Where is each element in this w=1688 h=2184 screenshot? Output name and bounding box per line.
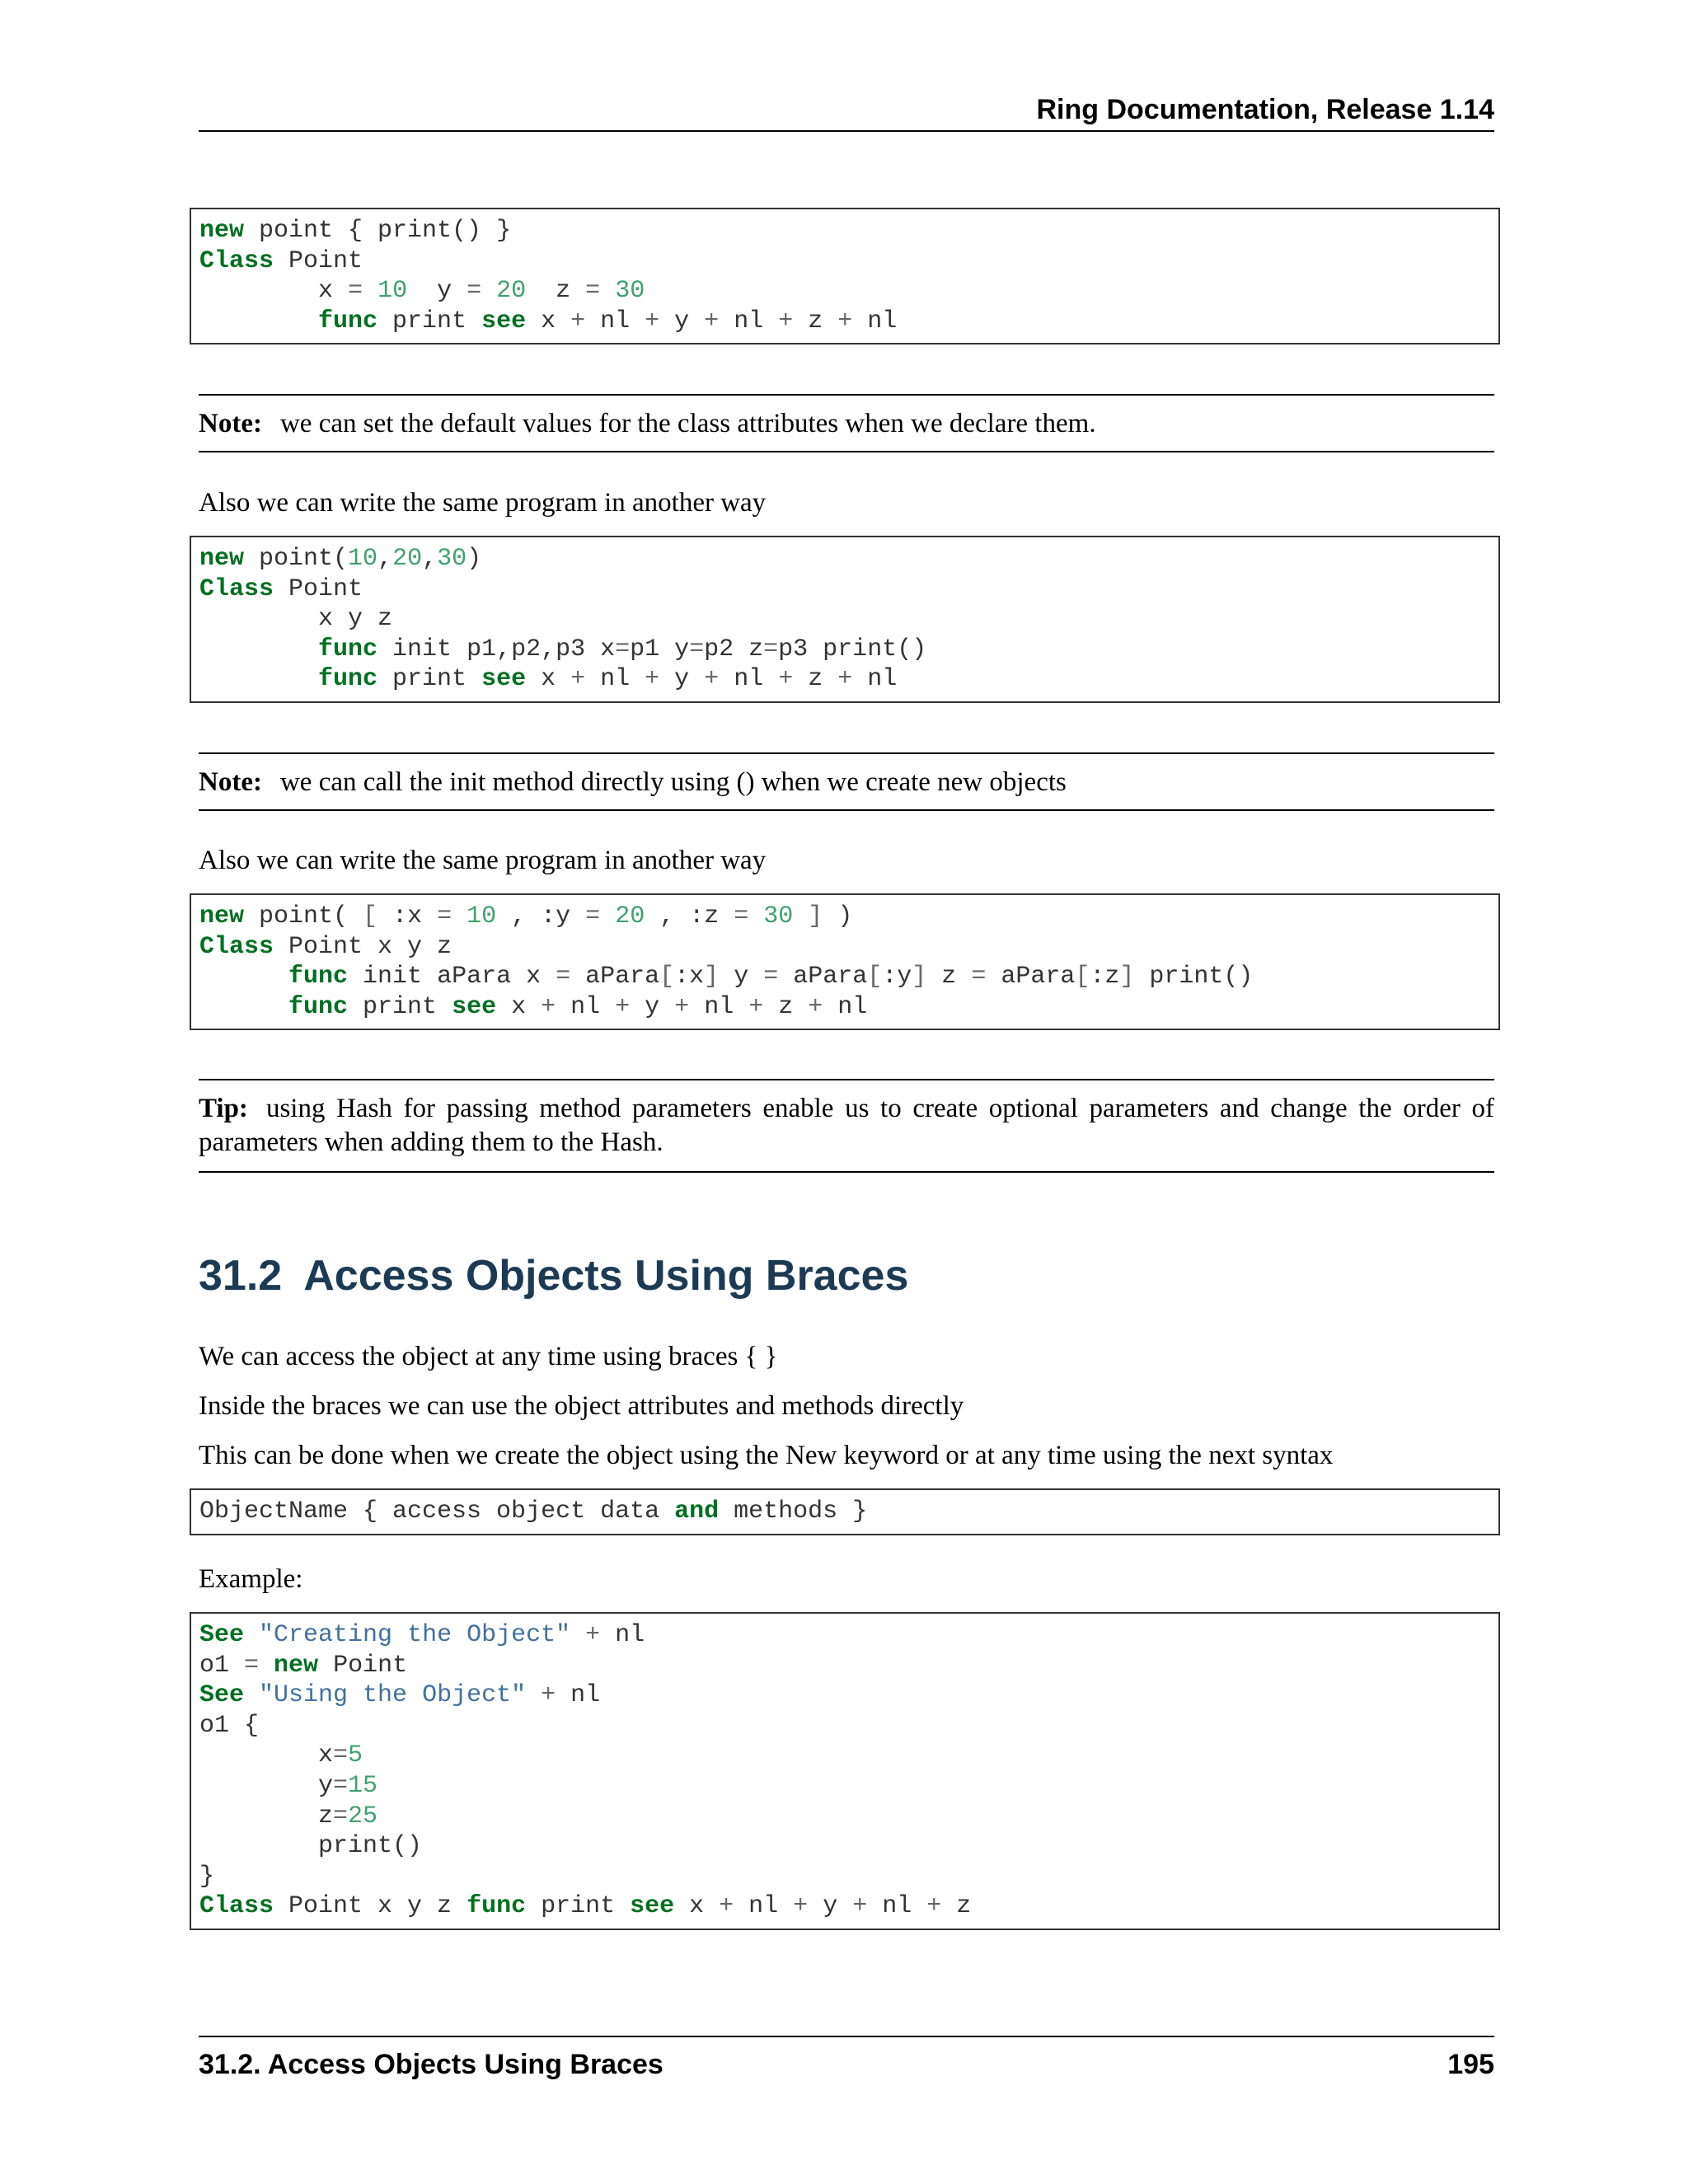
paragraph-braces-3: This can be done when we create the object using the New keyword or at any time using the next syntax (199, 1441, 1334, 1470)
paragraph-also-2: Also we can write the same program in another way (199, 846, 767, 875)
note-init-method (199, 752, 1494, 811)
code-block-syntax: ObjectName { access object data and methods } (190, 1488, 1500, 1535)
code-block-example: See "Creating the Object" + nl o1 = new Point See "Using the Object" + nl o1 { x=5 y=15 z=25 print() } Class Point x y z func print see x + nl + y + nl + z (190, 1612, 1500, 1930)
footer-section: 31.2. Access Objects Using Braces (199, 2049, 663, 2080)
note-text: we can set the default values for the class attributes when we declare them. (279, 409, 1096, 438)
paragraph-braces-1: We can access the object at any time using braces { } (199, 1342, 778, 1371)
page-header (199, 91, 1494, 132)
page-footer (199, 2036, 1494, 2087)
code-block-2: new point(10,20,30) Class Point x y z func init p1,p2,p3 x=p1 y=p2 z=p3 print() func print see x + nl + y + nl + z + nl (190, 536, 1500, 703)
note-default-values (199, 394, 1494, 452)
section-number: 31.2 (199, 1252, 283, 1300)
code-block-1: new point { print() } Class Point x = 10 y = 20 z = 30 func print see x + nl + y + nl + z + nl (190, 208, 1500, 344)
tip-label: Tip: (199, 1094, 248, 1123)
tip-hash-parameters (199, 1079, 1494, 1173)
page-number: 195 (1447, 2049, 1494, 2080)
paragraph-braces-2: Inside the braces we can use the object attributes and methods directly (199, 1391, 964, 1421)
note-text: we can call the init method directly using () when we create new objects (279, 767, 1067, 797)
note-label: Note: (199, 767, 262, 797)
section-heading (199, 1251, 908, 1301)
paragraph-example: Example: (199, 1564, 303, 1594)
section-title: Access Objects Using Braces (303, 1252, 909, 1300)
code-block-3: new point( [ :x = 10 , :y = 20 , :z = 30 ] ) Class Point x y z func init aPara x = aPara[:x] y = aPara[:y] z = aPara[:z] print() func print see x + nl + y + nl + z + nl (190, 893, 1500, 1030)
paragraph-also-1: Also we can write the same program in another way (199, 488, 767, 518)
tip-text: using Hash for passing method parameters enable us to create optional parameters and change the order of parameters when adding them to the Hash. (199, 1094, 1494, 1157)
document-title: Ring Documentation, Release 1.14 (1036, 94, 1494, 125)
note-label: Note: (199, 409, 262, 438)
